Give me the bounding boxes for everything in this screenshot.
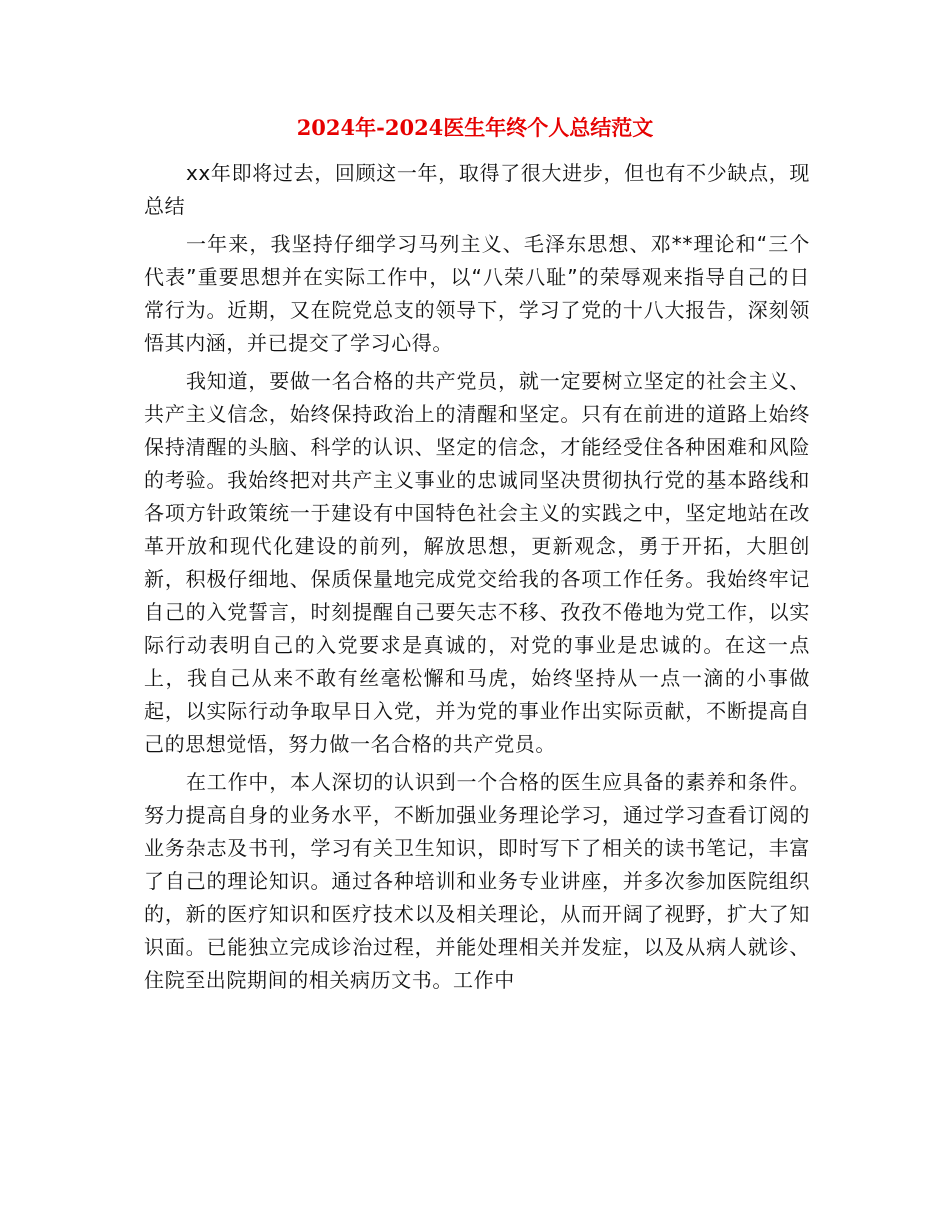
document-body [144,157,810,1002]
paragraph-party-member: 我知道，要做一名合格的共产党员，就一定要树立坚定的社会主义、共产主义信念，始终保持政治上的清醒和坚定。只有在前进的道路上始终保持清醒的头脑、科学的认识、坚定的信念，才能经受住各种困难和风险的考验。我始终把对共产主义事业的忠诚同坚决贯彻执行党的基本路线和各项方针政策统一于建设有中国特色社会主义的实践之中，坚定地站在改革开放和现代化建设的前列，解放思想，更新观念，勇于开拓，大胆创新，积极仔细地、保质保量地完成党交给我的各项工作任务。我始终牢记自己的入党誓言，时刻提醒自己要矢志不移、孜孜不倦地为党工作，以实际行动表明自己的入党要求是真诚的，对党的事业是忠诚的。在这一点上，我自己从来不敢有丝毫松懈和马虎，始终坚持从一点一滴的小事做起，以实际行动争取早日入党，并为党的事业作出实际贡献，不断提高自己的思想觉悟，努力做一名合格的共产党员。 [144,369,810,756]
paragraph-intro: xx年即将过去，回顾这一年，取得了很大进步，但也有不少缺点，现总结 [144,161,810,218]
paragraph-work: 在工作中，本人深切的认识到一个合格的医生应具备的素养和条件。努力提高自身的业务水平，不断加强业务理论学习，通过学习查看订阅的业务杂志及书刊，学习有关卫生知识，即时写下了相关的读书笔记，丰富了自己的理论知识。通过各种培训和业务专业讲座，并多次参加医院组织的，新的医疗知识和医疗技术以及相关理论，从而开阔了视野，扩大了知识面。已能独立完成诊治过程，并能处理相关并发症，以及从病人就诊、住院至出院期间的相关病历文书。工作中 [144,770,810,992]
document-title: 2024年-2024医生年终个人总结范文 [296,115,654,140]
paragraph-study: 一年来，我坚持仔细学习马列主义、毛泽东思想、邓**理论和“三个代表”重要思想并在实际工作中，以“八荣八耻”的荣辱观来指导自己的日常行为。近期，又在院党总支的领导下，学习了党的十八大报告，深刻领悟其内涵，并已提交了学习心得。 [144,232,810,355]
